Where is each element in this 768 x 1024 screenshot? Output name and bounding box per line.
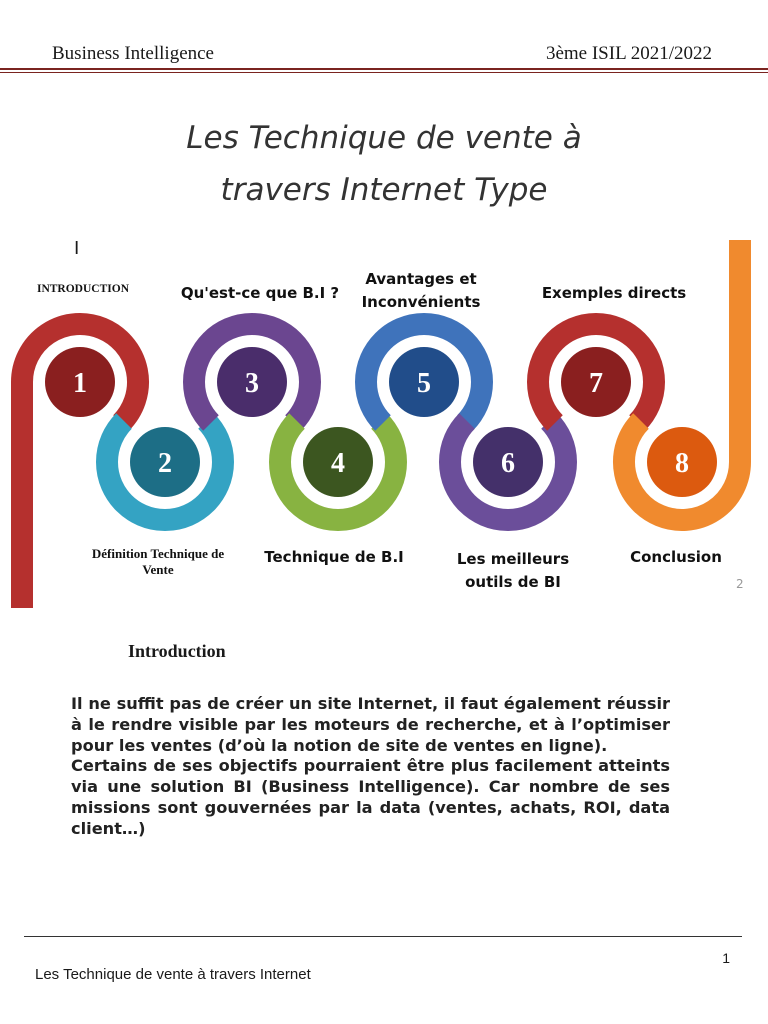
step-label-6: Les meilleurs outils de BI	[456, 550, 570, 591]
header-rule	[0, 68, 768, 70]
section-body	[71, 694, 670, 840]
paragraph-2: Certains de ses objectifs pourraient être plus facilement atteints via une solution BI (Business Intelligence). Car nombre de ses missions sont gouvernées par la data (ventes, achats, ROI, data client…)	[71, 756, 670, 838]
footer-title: Les Technique de vente à travers Internet	[35, 966, 311, 983]
section-title: Introduction	[128, 641, 226, 661]
step-number-7: 7	[589, 368, 603, 399]
step-label-3: Qu'est-ce que B.I ?	[180, 284, 340, 302]
footer-page-number: 1	[722, 950, 730, 966]
header-course: Business Intelligence	[52, 43, 214, 64]
step-number-2: 2	[158, 448, 172, 479]
text-cursor-mark: I	[74, 238, 80, 259]
header-class-year: 3ème ISIL 2021/2022	[545, 43, 712, 64]
step-number-5: 5	[417, 368, 431, 399]
step-label-5: Avantages et Inconvénients	[361, 270, 481, 311]
step-label-4: Technique de B.I	[264, 548, 404, 566]
step-number-3: 3	[245, 368, 259, 399]
page-title-line1: Les Technique de vente à	[186, 120, 582, 156]
step-number-6: 6	[501, 448, 515, 479]
slide-page-number: 2	[736, 577, 744, 591]
step-label-7: Exemples directs	[541, 284, 687, 302]
page-title-line2: travers Internet Type	[220, 172, 548, 208]
step-number-4: 4	[331, 448, 345, 479]
paragraph-1: Il ne suffit pas de créer un site Internet, il faut également réussir à le rendre visible par les moteurs de recherche, et à l’optimiser pour les ventes (d’où la notion de site de ventes en ligne).	[71, 694, 670, 755]
footer-rule	[24, 936, 742, 937]
step-number-1: 1	[73, 368, 87, 399]
step-label-1: INTRODUCTION	[36, 283, 129, 295]
step-label-2: Définition Technique de Vente	[91, 546, 225, 577]
step-label-8: Conclusion	[630, 548, 722, 566]
header-rule-thin	[0, 72, 768, 73]
step-number-8: 8	[675, 448, 689, 479]
